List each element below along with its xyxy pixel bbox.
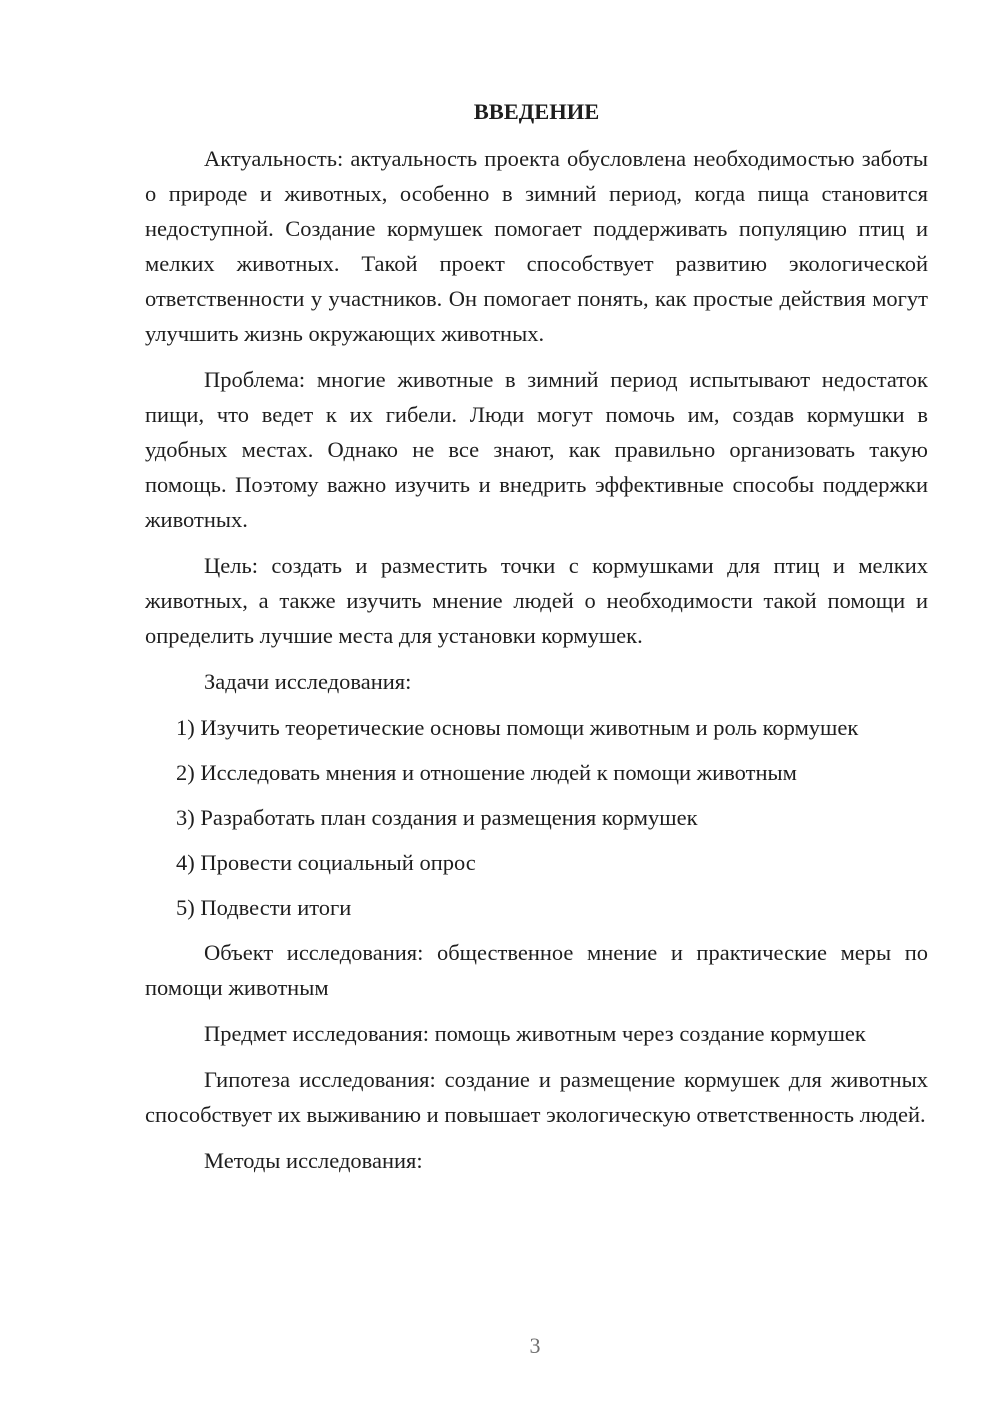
hypothesis-paragraph: Гипотеза исследования: создание и размещение кормушек для животных способствует их выживанию и повышает экологическую ответственность людей.	[145, 1067, 928, 1127]
task-item: 4) Провести социальный опрос	[176, 850, 476, 875]
methods-paragraph: Методы исследования:	[204, 1148, 423, 1173]
task-item: 3) Разработать план создания и размещения кормушек	[176, 805, 698, 830]
relevance-paragraph: Актуальность: актуальность проекта обусловлена необходимостью заботы о природе и животных, особенно в зимний период, когда пища становится недоступной. Создание кормушек помогает поддерживать популяцию птиц и мелких животных. Такой проект способствует развитию экологической ответственности у участников. Он помогает понять, как простые действия могут улучшить жизнь окружающих животных.	[145, 146, 928, 346]
page-content	[145, 94, 928, 1189]
subject-paragraph: Предмет исследования: помощь животным через создание кормушек	[204, 1021, 866, 1046]
page-number: 3	[529, 1333, 541, 1358]
problem-paragraph: Проблема: многие животные в зимний период испытывают недостаток пищи, что ведет к их гибели. Люди могут помочь им, создав кормушки в удобных местах. Однако не все знают, как правильно организовать такую помощь. Поэтому важно изучить и внедрить эффективные способы поддержки животных.	[145, 367, 928, 532]
object-paragraph: Объект исследования: общественное мнение и практические меры по помощи животным	[145, 940, 928, 1000]
goal-paragraph: Цель: создать и разместить точки с кормушками для птиц и мелких животных, а также изучить мнение людей о необходимости такой помощи и определить лучшие места для установки кормушек.	[145, 553, 928, 648]
task-item: 2) Исследовать мнения и отношение людей к помощи животным	[176, 760, 797, 785]
task-item: 5) Подвести итоги	[176, 895, 352, 920]
tasks-heading: Задачи исследования:	[204, 669, 412, 694]
task-item: 1) Изучить теоретические основы помощи животным и роль кормушек	[176, 715, 859, 740]
section-title: ВВЕДЕНИЕ	[473, 99, 600, 124]
